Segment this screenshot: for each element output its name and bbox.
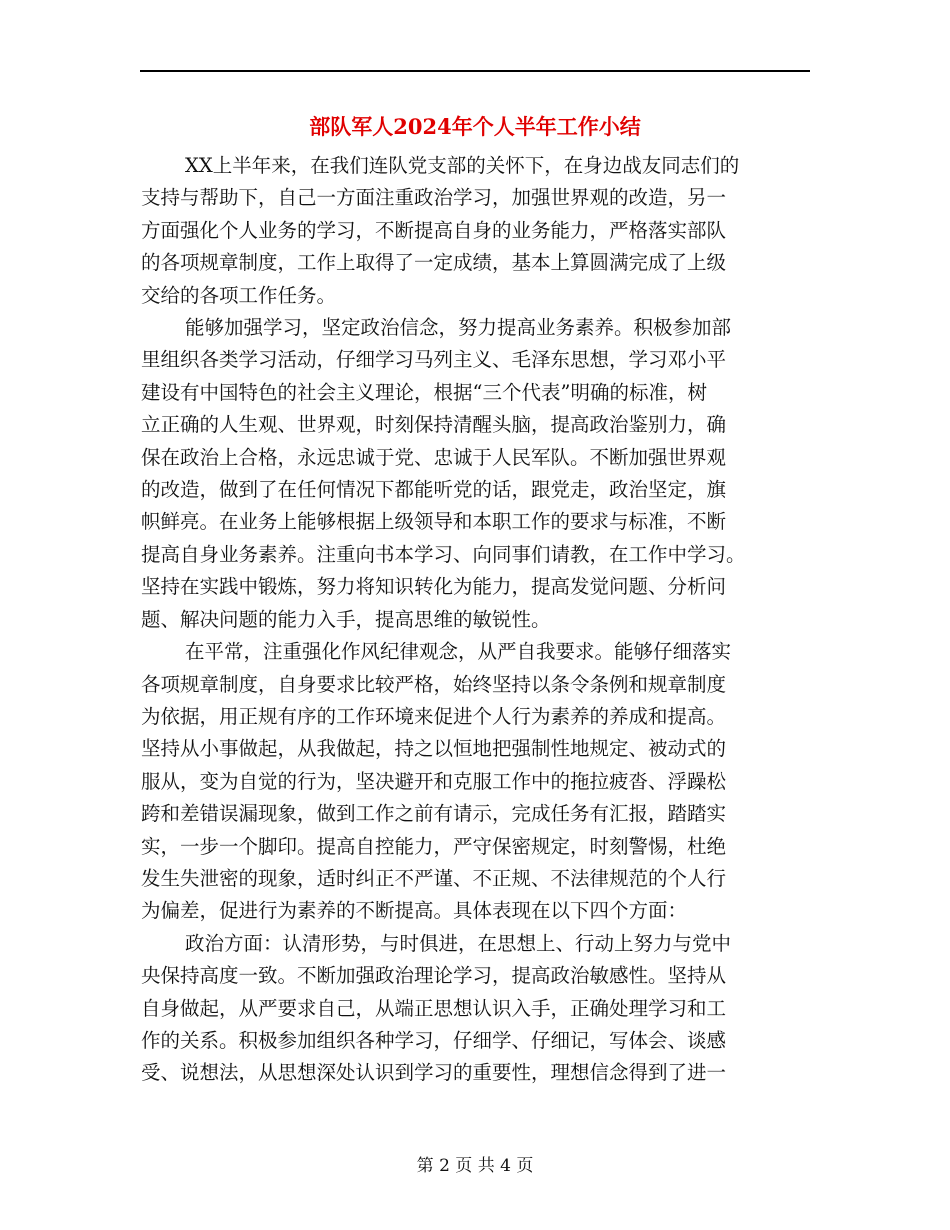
body-text-line: 央保持高度一致。不断加强政治理论学习，提高政治敏感性。坚持从 bbox=[141, 964, 727, 988]
body-text-line: 的各项规章制度，工作上取得了一定成绩，基本上算圆满完成了上级 bbox=[141, 251, 727, 275]
body-text-line: 作的关系。积极参加组织各种学习，仔细学、仔细记，写体会、谈感 bbox=[141, 1028, 727, 1052]
document-title: 部队军人2024年个人半年工作小结 bbox=[309, 114, 641, 139]
page-number-footer: 第 2 页 共 4 页 bbox=[416, 1156, 534, 1176]
body-text-line: 跨和差错误漏现象，做到工作之前有请示，完成任务有汇报，踏踏实 bbox=[141, 802, 727, 826]
body-text-line: 为依据，用正规有序的工作环境来促进个人行为素养的养成和提高。 bbox=[141, 704, 727, 728]
document-body bbox=[141, 150, 806, 1090]
body-text-line: 帜鲜亮。在业务上能够根据上级领导和本职工作的要求与标准，不断 bbox=[141, 510, 727, 534]
body-text-line: 在平常，注重强化作风纪律观念，从严自我要求。能够仔细落实 bbox=[185, 640, 732, 664]
body-text-line: 提高自身业务素养。注重向书本学习、向同事们请教，在工作中学习。 bbox=[141, 542, 746, 566]
body-text-line: 自身做起，从严要求自己，从端正思想认识入手，正确处理学习和工 bbox=[141, 996, 727, 1020]
body-text-line: 受、说想法，从思想深处认识到学习的重要性，理想信念得到了进一 bbox=[141, 1061, 727, 1085]
header-rule bbox=[140, 70, 810, 72]
body-text-line: 坚持在实践中锻炼，努力将知识转化为能力，提高发觉问题、分析问 bbox=[141, 575, 727, 599]
body-text-line: 支持与帮助下，自己一方面注重政治学习，加强世界观的改造，另一 bbox=[141, 186, 727, 210]
body-text-line: 里组织各类学习活动，仔细学习马列主义、毛泽东思想，学习邓小平 bbox=[141, 348, 727, 372]
body-text-line: 实，一步一个脚印。提高自控能力，严守保密规定，时刻警惕，杜绝 bbox=[141, 834, 727, 858]
body-text-line: 服从，变为自觉的行为，坚决避开和克服工作中的拖拉疲沓、浮躁松 bbox=[141, 769, 727, 793]
body-text-line: 为偏差，促进行为素养的不断提高。具体表现在以下四个方面： bbox=[141, 899, 688, 923]
body-text-line: 各项规章制度，自身要求比较严格，始终坚持以条令条例和规章制度 bbox=[141, 672, 727, 696]
body-text-line: 立正确的人生观、世界观，时刻保持清醒头脑，提高政治鉴别力，确 bbox=[141, 413, 727, 437]
body-text-line: 保在政治上合格，永远忠诚于党、忠诚于人民军队。不断加强世界观 bbox=[141, 445, 727, 469]
body-text-line: 交给的各项工作任务。 bbox=[141, 283, 337, 307]
body-text-line: XX上半年来，在我们连队党支部的关怀下，在身边战友同志们的 bbox=[185, 154, 740, 177]
body-text-line: 政治方面：认清形势，与时俱进，在思想上、行动上努力与党中 bbox=[185, 931, 732, 955]
body-text-line: 发生失泄密的现象，适时纠正不严谨、不正规、不法律规范的个人行 bbox=[141, 866, 727, 890]
body-text-line: 题、解决问题的能力入手，提高思维的敏锐性。 bbox=[141, 607, 551, 631]
body-text-line: 坚持从小事做起，从我做起，持之以恒地把强制性地规定、被动式的 bbox=[141, 737, 727, 761]
body-text-line: 能够加强学习，坚定政治信念，努力提高业务素养。积极参加部 bbox=[185, 316, 732, 340]
body-text-line: 的改造，做到了在任何情况下都能听党的话，跟党走，政治坚定，旗 bbox=[141, 478, 727, 502]
body-text-line: 方面强化个人业务的学习，不断提高自身的业务能力，严格落实部队 bbox=[141, 218, 727, 242]
body-text-line: 建设有中国特色的社会主义理论，根据“三个代表”明确的标准，树 bbox=[141, 380, 707, 404]
